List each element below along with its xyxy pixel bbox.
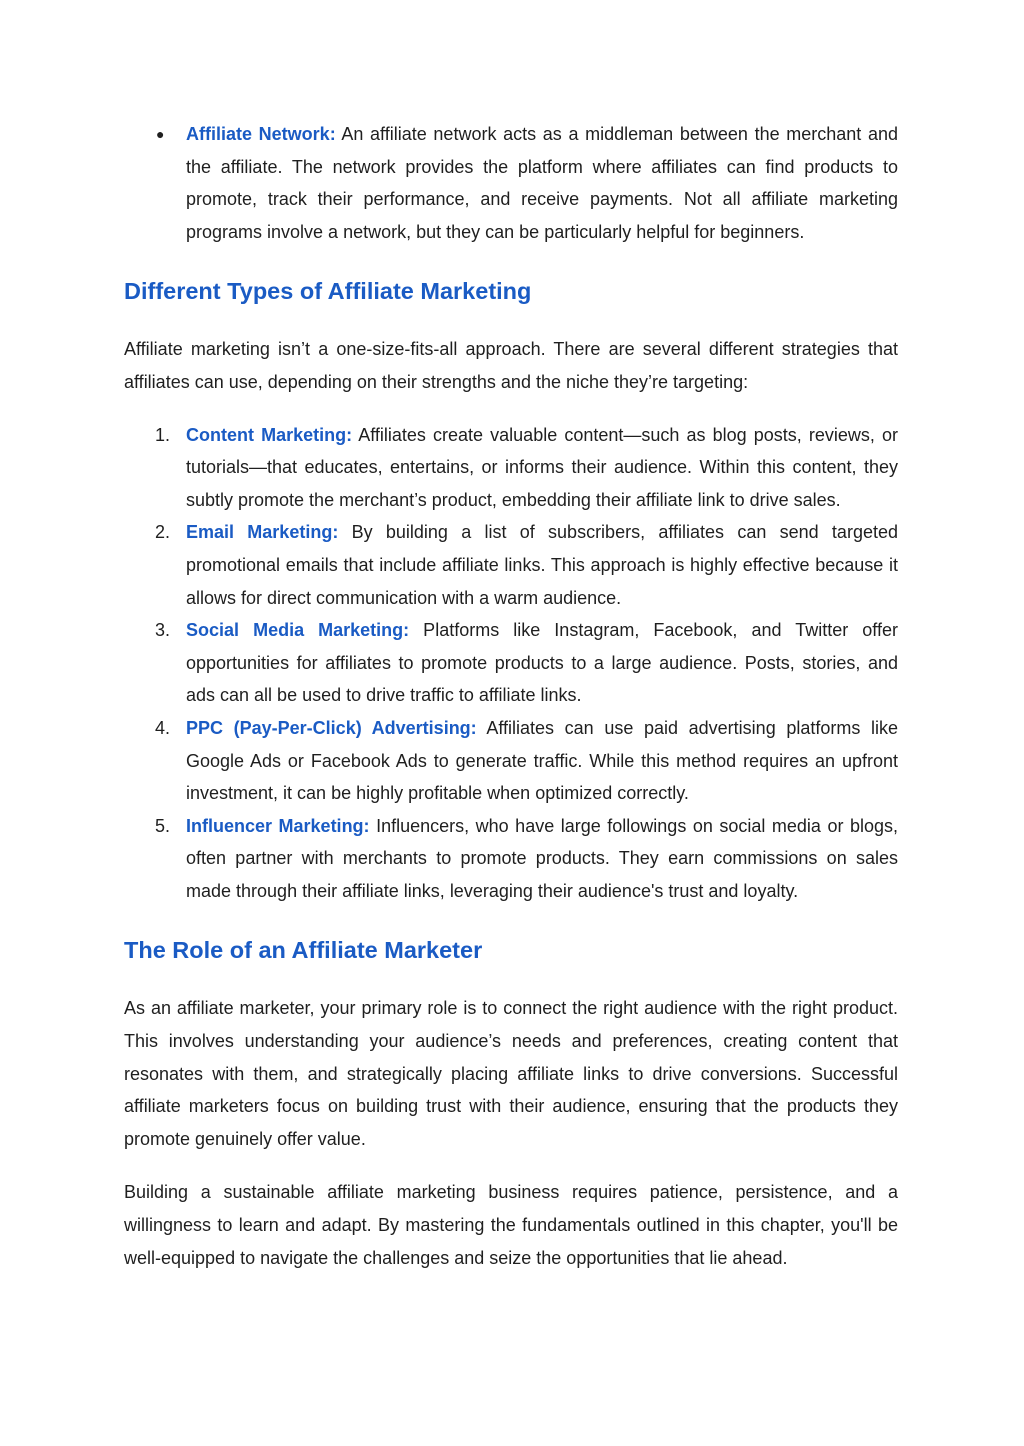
- heading-role-of-affiliate-marketer: The Role of an Affiliate Marketer: [124, 937, 483, 964]
- network-bullet-list: [124, 118, 898, 248]
- list-number: 5.: [155, 815, 171, 836]
- list-number: 4.: [155, 717, 171, 738]
- list-item-ppc-advertising: [155, 712, 899, 810]
- description-email-marketing: By building a list of subscribers, affiliates can send targeted promotional emails that include affiliate links. This approach is highly effective because it allows for direct communication with a warm audience.: [186, 522, 898, 608]
- description-ppc-advertising: Affiliates can use paid advertising platforms like Google Ads or Facebook Ads to generate traffic. While this method requires an upfront investment, it can be highly profitable when optimized correctly.: [186, 717, 899, 804]
- term-email-marketing: Email Marketing:: [186, 522, 339, 543]
- list-item-content-marketing: [155, 419, 898, 517]
- list-item-affiliate-network: [156, 118, 898, 248]
- list-number: 2.: [155, 522, 171, 543]
- role-paragraph-2: Building a sustainable affiliate marketing business requires patience, persistence, and a willingness to learn and adapt. By mastering the fundamentals outlined in this chapter, you'll be well-equipped to navigate the challenges and seize the opportunities that lie ahead.: [124, 1182, 898, 1268]
- list-item-influencer-marketing: [155, 810, 899, 908]
- list-number: 1.: [155, 424, 171, 445]
- term-social-media-marketing: Social Media Marketing:: [186, 620, 410, 641]
- types-intro-paragraph: Affiliate marketing isn’t a one-size-fits-all approach. There are several different strategies that affiliates can use, depending on their strengths and the niche they’re targeting:: [124, 339, 898, 392]
- list-item-email-marketing: [155, 516, 898, 614]
- term-content-marketing: Content Marketing:: [186, 424, 353, 445]
- types-numbered-list: [124, 419, 898, 908]
- list-item-social-media-marketing: [155, 614, 898, 712]
- description-affiliate-network: An affiliate network acts as a middleman between the merchant and the affiliate. The network provides the platform where affiliates can find products to promote, track their performance, and receive payments. Not all affiliate marketing programs involve a network, but they can be particularly helpful for beginners.: [186, 124, 898, 242]
- bullet-icon: ●: [156, 126, 165, 142]
- heading-different-types: Different Types of Affiliate Marketing: [124, 278, 532, 305]
- role-paragraph-1: As an affiliate marketer, your primary role is to connect the right audience with the right product. This involves understanding your audience’s needs and preferences, creating content that resonates with them, and strategically placing affiliate links to drive conversions. Successful affiliate marketers focus on building trust with their audience, ensuring that the products they promote genuinely offer value.: [124, 998, 898, 1149]
- term-affiliate-network: Affiliate Network:: [186, 124, 336, 144]
- term-ppc-advertising: PPC (Pay-Per-Click) Advertising:: [186, 717, 477, 738]
- description-social-media-marketing: Platforms like Instagram, Facebook, and Twitter offer opportunities for affiliates to promote products to a large audience. Posts, stories, and ads can all be used to drive traffic to affiliate links.: [186, 620, 898, 706]
- description-content-marketing: Affiliates create valuable content—such as blog posts, reviews, or tutorials—that educates, entertains, or informs their audience. Within this content, they subtly promote the merchant’s product, embedding their affiliate link to drive sales.: [186, 424, 898, 510]
- term-influencer-marketing: Influencer Marketing:: [186, 815, 370, 836]
- description-influencer-marketing: Influencers, who have large followings on social media or blogs, often partner with merchants to promote products. They earn commissions on sales made through their affiliate links, leveraging their audience's trust and loyalty.: [186, 815, 899, 901]
- list-number: 3.: [155, 620, 171, 641]
